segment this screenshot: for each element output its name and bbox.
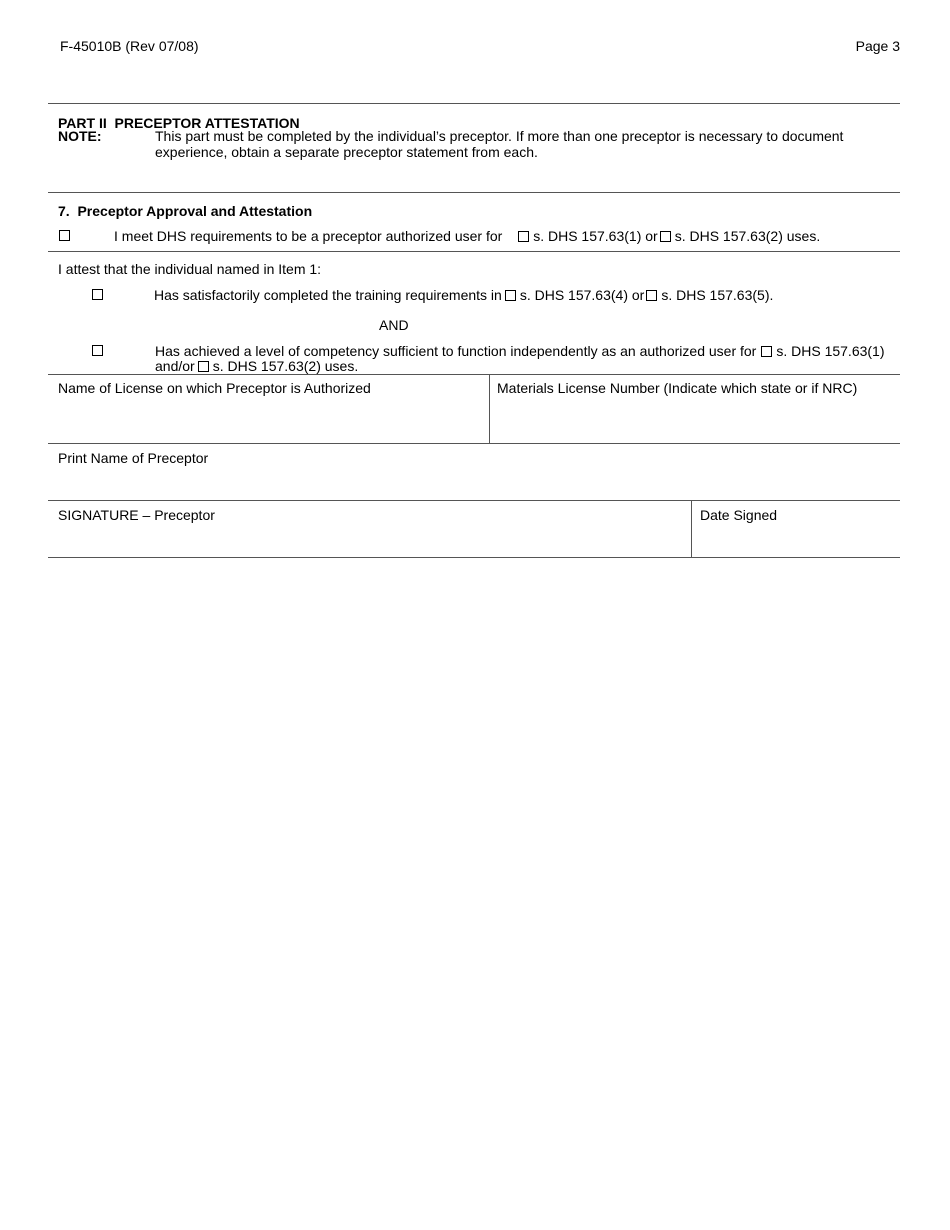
divider-section7 — [48, 192, 900, 193]
competency-text: Has achieved a level of competency sufficient to function independently as an authorized user for — [155, 343, 757, 359]
dhs-157-63-5-label: s. DHS 157.63(5). — [661, 287, 774, 303]
competency-dhs-157-63-2-checkbox[interactable] — [198, 361, 209, 372]
meet-requirements-checkbox[interactable] — [59, 230, 70, 241]
divider-top — [48, 103, 900, 104]
dhs-157-63-1-label: s. DHS 157.63(1) or — [533, 228, 658, 244]
dhs-157-63-4-checkbox[interactable] — [505, 290, 516, 301]
divider-license — [48, 374, 900, 375]
license-name-field[interactable] — [49, 398, 488, 442]
dhs-157-63-1-checkbox[interactable] — [518, 231, 529, 242]
divider-print-name — [48, 443, 900, 444]
training-checkbox[interactable] — [92, 289, 103, 300]
competency-dhs-157-63-1-checkbox[interactable] — [761, 346, 772, 357]
dhs-157-63-5-checkbox[interactable] — [646, 290, 657, 301]
and-label: AND — [379, 317, 409, 333]
license-name-label: Name of License on which Preceptor is Authorized — [58, 380, 371, 396]
training-text: Has satisfactorily completed the training requirements in — [154, 287, 502, 303]
competency-dhs-157-63-2-label: s. DHS 157.63(2) uses. — [212, 358, 359, 374]
divider-attest — [48, 251, 900, 252]
section-title: 7. Preceptor Approval and Attestation — [58, 203, 313, 219]
note-line-2: experience, obtain a separate preceptor statement from each. — [155, 144, 538, 160]
print-name-field[interactable] — [49, 468, 899, 500]
signature-label: SIGNATURE – Preceptor — [58, 507, 215, 523]
signature-field[interactable] — [49, 524, 690, 556]
part-title: PART II PRECEPTOR ATTESTATION — [58, 115, 300, 131]
print-name-label: Print Name of Preceptor — [58, 450, 209, 466]
date-signed-field[interactable] — [693, 524, 899, 556]
training-row — [154, 287, 773, 303]
note-line-1: This part must be completed by the individual’s preceptor. If more than one preceptor is necessary to document — [155, 128, 844, 144]
divider-signature-vertical — [691, 500, 692, 557]
license-number-label: Materials License Number (Indicate which state or if NRC) — [497, 380, 858, 396]
date-signed-label: Date Signed — [700, 507, 778, 523]
form-id: F-45010B (Rev 07/08) — [60, 38, 199, 54]
license-number-field[interactable] — [491, 398, 899, 442]
page-number: Page 3 — [855, 38, 900, 54]
divider-license-vertical — [489, 374, 490, 443]
competency-checkbox[interactable] — [92, 345, 103, 356]
competency-dhs-157-63-1-label: s. DHS 157.63(1) — [776, 343, 885, 359]
dhs-157-63-2-checkbox[interactable] — [660, 231, 671, 242]
meet-requirements-text: I meet DHS requirements to be a preceptor authorized user for — [114, 228, 503, 244]
competency-row-2 — [155, 358, 358, 374]
competency-andor: and/or — [155, 358, 195, 374]
divider-signature — [48, 500, 900, 501]
note-label: NOTE: — [58, 128, 102, 144]
competency-row — [155, 343, 885, 359]
meet-requirements-row — [114, 228, 820, 244]
attest-intro: I attest that the individual named in Item 1: — [58, 261, 322, 277]
dhs-157-63-2-label: s. DHS 157.63(2) uses. — [674, 228, 821, 244]
dhs-157-63-4-label: s. DHS 157.63(4) or — [519, 287, 645, 303]
divider-bottom — [48, 557, 900, 558]
